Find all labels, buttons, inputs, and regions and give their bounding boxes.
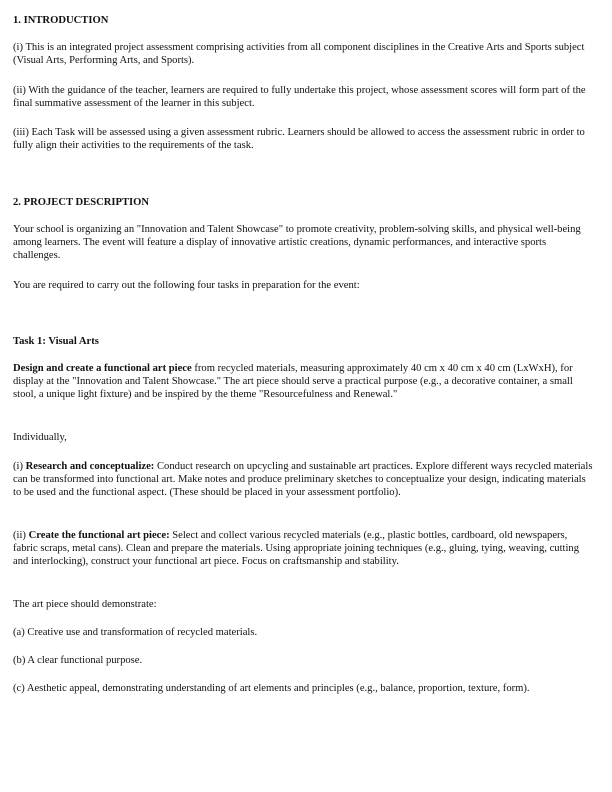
intro-item-3: (iii) Each Task will be assessed using a given assessment rubric. Learners should be allowed to access the assessment rubric in order to fully align their activities to the requirements of the task. xyxy=(13,127,585,151)
criterion-b: (b) A clear functional purpose. xyxy=(13,655,143,666)
step2-prefix: (ii) xyxy=(13,530,29,541)
task1-step-1 xyxy=(13,460,593,499)
intro-item-2: (ii) With the guidance of the teacher, learners are required to fully undertake this project, whose assessment scores will form part of the final summative assessment of the learner in this subject. xyxy=(13,85,586,109)
criterion-a: (a) Creative use and transformation of recycled materials. xyxy=(13,627,258,638)
step1-text: Conduct research on upcycling and sustainable art practices. Explore different ways recycled materials can be transformed into functional art. Make notes and produce preliminary sketches to conceptualize your design, indicating materials to be used and the functional aspect. (These should be placed in your assessment portfolio). xyxy=(13,461,593,498)
project-description-heading: 2. PROJECT DESCRIPTION xyxy=(13,197,150,208)
step2-text: Select and collect various recycled materials (e.g., plastic bottles, cardboard, old newspapers, fabric scraps, metal cans). Clean and prepare the materials. Using appropriate joining techniques (e.g., gluing, tying, weaving, cutting and interlocking), construct your functional art piece. Focus on craftsmanship and stability. xyxy=(13,530,580,567)
criterion-c: (c) Aesthetic appeal, demonstrating understanding of art elements and principles (e.g., balance, proportion, texture, form). xyxy=(13,683,530,694)
task1-step-2 xyxy=(13,529,593,568)
step1-prefix: (i) xyxy=(13,461,26,472)
project-description-instruction: You are required to carry out the following four tasks in preparation for the event: xyxy=(13,280,360,291)
task1-individually: Individually, xyxy=(13,432,67,443)
introduction-heading: 1. INTRODUCTION xyxy=(13,15,109,26)
step2-title: Create the functional art piece: xyxy=(28,530,170,541)
step1-title: Research and conceptualize: xyxy=(25,461,155,472)
task1-intro xyxy=(13,362,593,401)
project-description-paragraph: Your school is organizing an "Innovation and Talent Showcase" to promote creativity, problem-solving skills, and physical well-being among learners. The event will feature a display of innovative artistic creations, dynamic performances, and interactive sports challenges. xyxy=(13,224,581,261)
intro-item-1: (i) This is an integrated project assessment comprising activities from all component disciplines in the Creative Arts and Sports subject (Visual Arts, Performing Arts, and Sports). xyxy=(13,42,585,66)
task1-heading: Task 1: Visual Arts xyxy=(13,336,99,347)
task1-intro-text: from recycled materials, measuring approximately 40 cm x 40 cm x 40 cm (LxWxH), for display at the "Innovation and Talent Showcase." The art piece should serve a practical purpose (e.g., a decorative container, a small stool, a unique light fixture) and be inspired by the theme "Resourcefulness and Renewal." xyxy=(13,363,573,400)
task1-intro-bold: Design and create a functional art piece xyxy=(13,363,192,374)
task1-demonstrate-lead: The art piece should demonstrate: xyxy=(13,599,157,610)
